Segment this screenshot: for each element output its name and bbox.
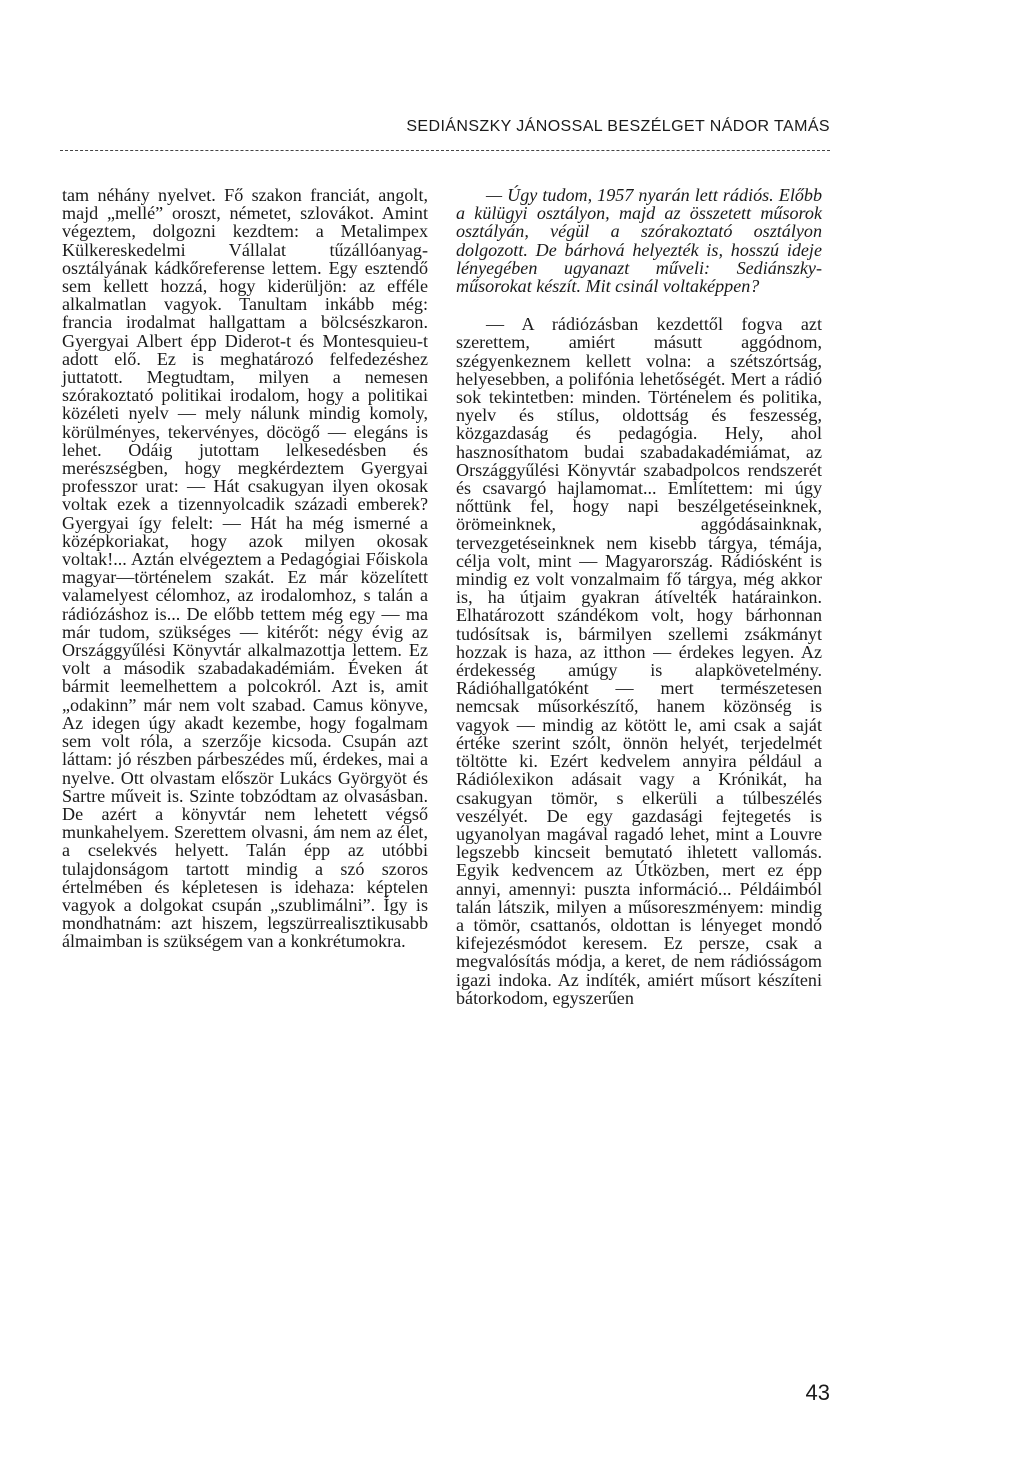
interview-question: — Úgy tudom, 1957 nyarán lett rádiós. Előbb a külügyi osztályon, majd az összetett műsorok osztályán, végül a szórakoztató osztályon dolgozott. De bárhová helyezték is, hosszú ideje lényegében ugyanazt műveli: Sediánszky-műsorokat készít. Mit csinál voltaképpen?	[456, 185, 822, 297]
page-number: 43	[805, 1380, 830, 1405]
left-column-paragraph: tam néhány nyelvet. Fő szakon franciát, angolt, majd „mellé” oroszt, németet, szlovákot. Amint végeztem, dolgozni kezdtem: a Metalimpex Külkereskedelmi Vállalat tűzállóanyag-osztályának kádkőreferense lettem. Egy esztendő sem kellett hozzá, hogy kiderüljön: az efféle alkalmatlan vagyok. Tanultam inkább még: francia irodalmat hallgattam a bölcsészkaron. Gyergyai Albert épp Diderot-t és Montesquieu-t adott elő. Ez is meghatározó felfedezéshez juttatott. Megtudtam, milyen a nemesen szórakoztató politikai irodalom, hogy a politikai közéleti nyelv — mely nálunk mindig komoly, körülményes, tekervényes, döcögő — elegáns is lehet. Odáig jutottam lelkesedésben és merészségben, hogy megkérdeztem Gyergyai professzor urat: — Hát csakugyan ilyen okosak voltak ezek a tizennyolcadik századi emberek? Gyergyai így felelt: — Hát ha még ismerné a középkoriakat, hogy azok milyen okosak voltak!... Aztán elvégeztem a Pedagógiai Főiskola magyar—történelem szakát. Ez már közelített valamelyest célomhoz, az irodalomhoz, s talán a rádiózáshoz is... De előbb tettem még egy — ma már tudom, szükséges — kitérőt: négy évig az Országgyűlési Könyvtár alkalmazottja lettem. Ez volt a második szabadakadémiám. Éveken át bármit leemelhettem a polcokról. Azt is, amit „odakinn” már nem volt szabad. Camus könyve, Az idegen úgy akadt kezembe, hogy fogalmam sem volt róla, a szerzője kicsoda. Csupán azt láttam: jó részben párbeszédes mű, érdekes, mai a nyelve. Ott olvastam először Lukács Györgyöt és Sartre műveit is. Szinte tobzódtam az olvasásban. De azért a könyvtár nem lehetett végső munkahelyem. Szerettem olvasni, ám nem az élet, a cselekvés helyett. Talán épp az utóbbi tulajdonságom tartott mindig a szó szoros értelmében és képletesen is idehaza: képtelen vagyok a dolgokat csupán „szublimálni”. Így is mondhatnám: azt hiszem, legszürrealisztikusabb álmaimban is szükségem van a konkrétumokra.	[62, 185, 428, 952]
right-text-column	[456, 186, 822, 1007]
running-head-title: SEDIÁNSZKY JÁNOSSAL BESZÉLGET NÁDOR TAMÁS	[406, 118, 830, 135]
header-rule	[60, 150, 830, 151]
left-text-column	[62, 186, 428, 951]
interview-answer: — A rádiózásban kezdettől fogva azt szerettem, amiért másutt aggódnom, szégyenkeznem kellett volna: a szétszórtság, helyesebben, a polifónia lehetőségét. Mert a rádió sok tekintetben: minden. Történelem és politika, nyelv és stílus, oldottság és feszesség, közgazdaság és pedagógia. Hely, ahol hasznosíthatom budai szabadakadémiámat, az Országgyűlési Könyvtár szabadpolcos rendszerét és csavargó hajlamomat... Említettem: mi úgy nőttünk fel, hogy napi beszélgetéseinknek, örömeinknek, aggódásainknak, tervezgetéseinknek nem kisebb tárgya, témája, célja volt, mint — Magyarország. Rádiósként is mindig ez volt vonzalmaim fő tárgya, még akkor is, ha útjaim gyakran átívelték határainkon. Elhatározott szándékom volt, hogy bárhonnan tudósítsak is, bármilyen szellemi zsákmányt hozzak is haza, az itthon — érdekes legyen. Az érdekesség amúgy is alapkövetelmény. Rádióhallgatóként — mert természetesen nemcsak műsorkészítő, hanem közönség is vagyok — mindig az kötött le, ami csak a saját értéke szerint szólt, önnön helyét, terjedelmét töltötte ki. Ezért kedvelem annyira például a Rádiólexikon adásait vagy a Krónikát, ha csakugyan tömör, s elkerüli a túlbeszélés veszélyét. De egy gazdasági fejtegetés is ugyanolyan magával ragadó lehet, mint a Louvre legszebb kincseit bemutató ihletett vallomás. Egyik kedvencem az Útközben, mert ez épp annyi, amennyi: puszta információ... Példáimból talán látszik, milyen a műsoreszményem: mindig a tömör, csattanós, oldottan is lényeget mondó kifejezésmódot keresem. Ez persze, csak a megvalósítás módja, a keret, de nem rádiósságom igazi indoka. Az indíték, amiért műsort készíteni bátorkodom, egyszerűen	[456, 314, 822, 1008]
